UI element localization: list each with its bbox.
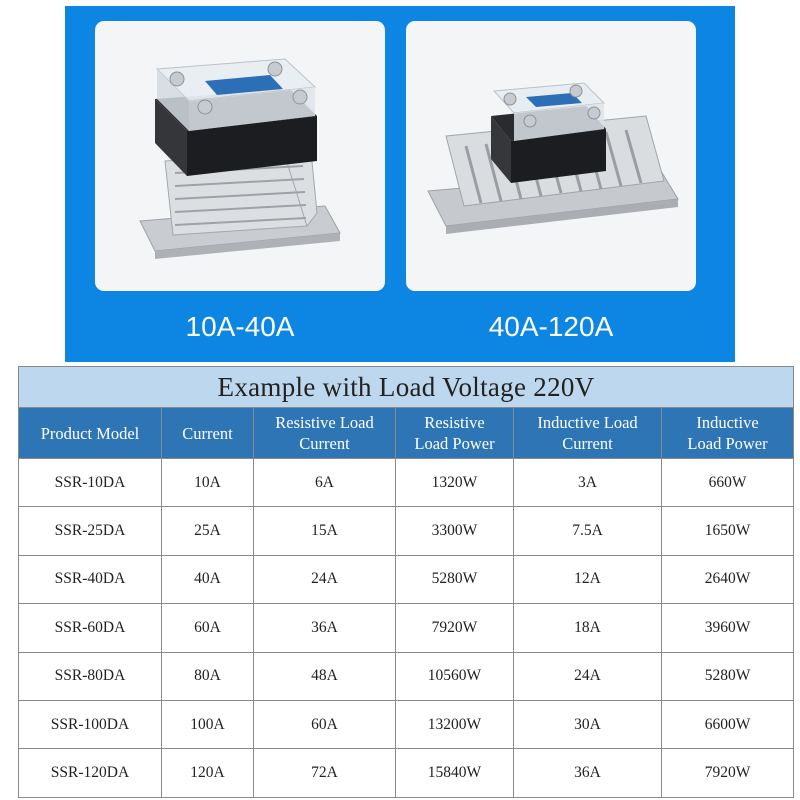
table-row (19, 749, 794, 797)
caption-large-range: 40A-120A (488, 311, 614, 342)
header-line: Inductive (696, 413, 759, 432)
header-line: Resistive Load (275, 413, 374, 432)
cell-current: 120A (162, 749, 254, 797)
cell-inductive-load-power: 7920W (662, 749, 794, 797)
cell-product-model: SSR-40DA (19, 555, 162, 603)
table-row (19, 652, 794, 700)
table-row (19, 604, 794, 652)
cell-resistive-load-current: 60A (254, 700, 396, 748)
cell-inductive-load-current: 12A (514, 555, 662, 603)
cell-inductive-load-power: 1650W (662, 507, 794, 555)
table-title-row (19, 367, 794, 408)
table-body (19, 459, 794, 798)
header-line: Load Power (414, 434, 495, 453)
spec-table (18, 366, 794, 798)
cell-product-model: SSR-60DA (19, 604, 162, 652)
header-line: Inductive Load (537, 413, 638, 432)
cell-current: 80A (162, 652, 254, 700)
cell-resistive-load-power: 5280W (396, 555, 514, 603)
cell-resistive-load-power: 1320W (396, 459, 514, 507)
cell-resistive-load-current: 24A (254, 555, 396, 603)
header-inductive-load-current (514, 408, 662, 459)
header-inductive-load-power (662, 408, 794, 459)
table-title: Example with Load Voltage 220V (19, 367, 794, 408)
cell-resistive-load-current: 36A (254, 604, 396, 652)
cell-resistive-load-power: 3300W (396, 507, 514, 555)
table-row (19, 459, 794, 507)
cell-resistive-load-current: 48A (254, 652, 396, 700)
table-row (19, 507, 794, 555)
cell-product-model: SSR-25DA (19, 507, 162, 555)
header-line: Resistive (424, 413, 485, 432)
header-product-model (19, 408, 162, 459)
cell-inductive-load-power: 6600W (662, 700, 794, 748)
header-line: Current (299, 434, 350, 453)
product-card-small (95, 21, 385, 291)
cell-inductive-load-current: 30A (514, 700, 662, 748)
cell-product-model: SSR-10DA (19, 459, 162, 507)
cell-product-model: SSR-100DA (19, 700, 162, 748)
cell-current: 60A (162, 604, 254, 652)
cell-inductive-load-current: 36A (514, 749, 662, 797)
table-row (19, 555, 794, 603)
header-line: Load Power (687, 434, 768, 453)
header-line: Current (562, 434, 613, 453)
cell-resistive-load-current: 15A (254, 507, 396, 555)
cell-inductive-load-power: 660W (662, 459, 794, 507)
cell-inductive-load-current: 7.5A (514, 507, 662, 555)
cell-inductive-load-current: 18A (514, 604, 662, 652)
cell-product-model: SSR-120DA (19, 749, 162, 797)
cell-resistive-load-power: 10560W (396, 652, 514, 700)
cell-current: 40A (162, 555, 254, 603)
header-line: Product Model (40, 423, 140, 443)
cell-resistive-load-power: 15840W (396, 749, 514, 797)
cell-product-model: SSR-80DA (19, 652, 162, 700)
relay-small-heatsink-image (95, 21, 385, 291)
cell-current: 10A (162, 459, 254, 507)
cell-current: 100A (162, 700, 254, 748)
table-row (19, 700, 794, 748)
cell-resistive-load-power: 13200W (396, 700, 514, 748)
cell-inductive-load-power: 3960W (662, 604, 794, 652)
header-current (162, 408, 254, 459)
cell-inductive-load-current: 24A (514, 652, 662, 700)
cell-inductive-load-power: 2640W (662, 555, 794, 603)
cell-resistive-load-current: 72A (254, 749, 396, 797)
table-header-row (19, 408, 794, 459)
cell-current: 25A (162, 507, 254, 555)
header-resistive-load-current (254, 408, 396, 459)
product-card-large (406, 21, 696, 291)
header-resistive-load-power (396, 408, 514, 459)
product-banner (65, 6, 735, 362)
cell-resistive-load-current: 6A (254, 459, 396, 507)
cell-resistive-load-power: 7920W (396, 604, 514, 652)
relay-large-heatsink-image (406, 21, 696, 291)
cell-inductive-load-power: 5280W (662, 652, 794, 700)
caption-small-range: 10A-40A (185, 311, 295, 342)
cell-inductive-load-current: 3A (514, 459, 662, 507)
header-line: Current (182, 423, 233, 443)
